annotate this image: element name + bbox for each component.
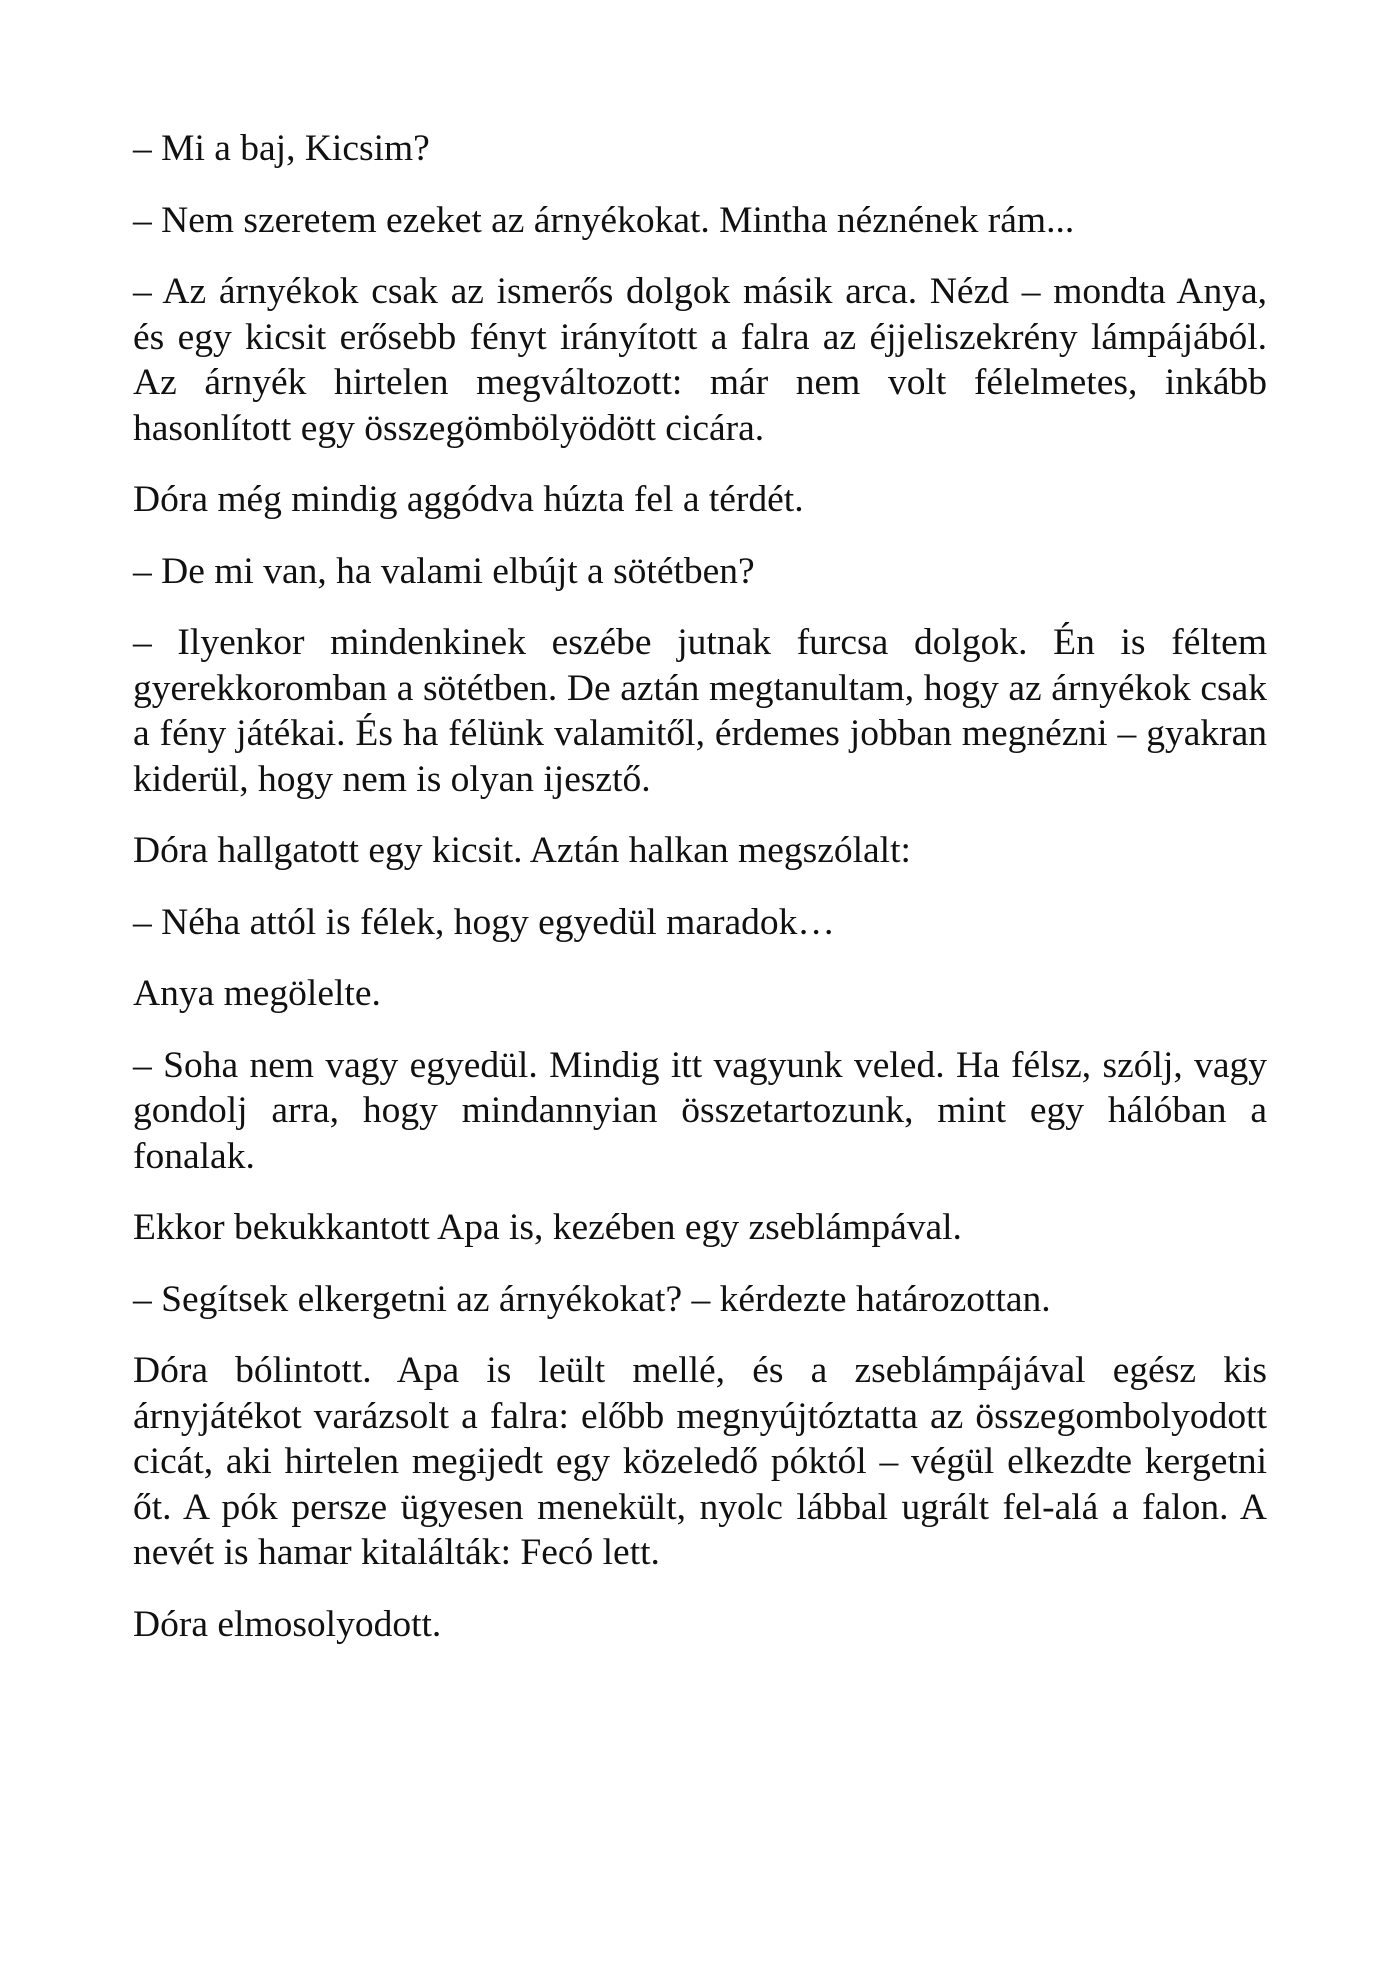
paragraph-dialogue: – Ilyenkor mindenkinek eszébe jutnak furcsa dolgok. Én is féltem gyerekkoromban a sötétben. De aztán megtanultam, hogy az árnyékok csak a fény játékai. És ha félünk valamitől, érdemes jobban megnézni – gyakran kiderül, hogy nem is olyan ijesztő.	[133, 622, 1267, 800]
paragraph-narration: Dóra bólintott. Apa is leült mellé, és a zseblámpájával egész kis árnyjátékot varázsolt a falra: előbb megnyújtóztatta az összegombolyodott cicát, aki hirtelen megijedt egy közeledő póktól – végül elkezdte kergetni őt. A pók persze ügyesen menekült, nyolc lábbal ugrált fel-alá a falon. A nevét is hamar kitalálták: Fecó lett.	[133, 1350, 1267, 1573]
paragraph-dialogue: – Az árnyékok csak az ismerős dolgok másik arca. Nézd – mondta Anya, és egy kicsit erősebb fényt irányított a falra az éjjeliszekrény lámpájából. Az árnyék hirtelen megváltozott: már nem volt félelmetes, inkább hasonlított egy összegömbölyödött cicára.	[133, 271, 1267, 449]
paragraph-dialogue: – Soha nem vagy egyedül. Mindig itt vagyunk veled. Ha félsz, szólj, vagy gondolj arra, hogy mindannyian összetartozunk, mint egy hálóban a fonalak.	[133, 1044, 1267, 1177]
document-page	[133, 126, 1267, 1673]
paragraph-dialogue: – Segítsek elkergetni az árnyékokat? – kérdezte határozottan.	[133, 1278, 1051, 1320]
paragraph-narration: Dóra még mindig aggódva húzta fel a térdét.	[133, 479, 804, 520]
paragraph-dialogue: – Néha attól is félek, hogy egyedül maradok…	[133, 901, 835, 943]
paragraph-narration: Dóra hallgatott egy kicsit. Aztán halkan megszólalt:	[133, 830, 911, 871]
paragraph-narration: Dóra elmosolyodott.	[133, 1603, 442, 1645]
paragraph-narration: Anya megölelte.	[133, 973, 381, 1014]
paragraph-dialogue: – Mi a baj, Kicsim?	[133, 128, 430, 169]
paragraph-narration: Ekkor bekukkantott Apa is, kezében egy zseblámpával.	[133, 1207, 962, 1248]
paragraph-dialogue: – Nem szeretem ezeket az árnyékokat. Mintha néznének rám...	[133, 199, 1075, 241]
paragraph-dialogue: – De mi van, ha valami elbújt a sötétben?	[133, 550, 755, 592]
